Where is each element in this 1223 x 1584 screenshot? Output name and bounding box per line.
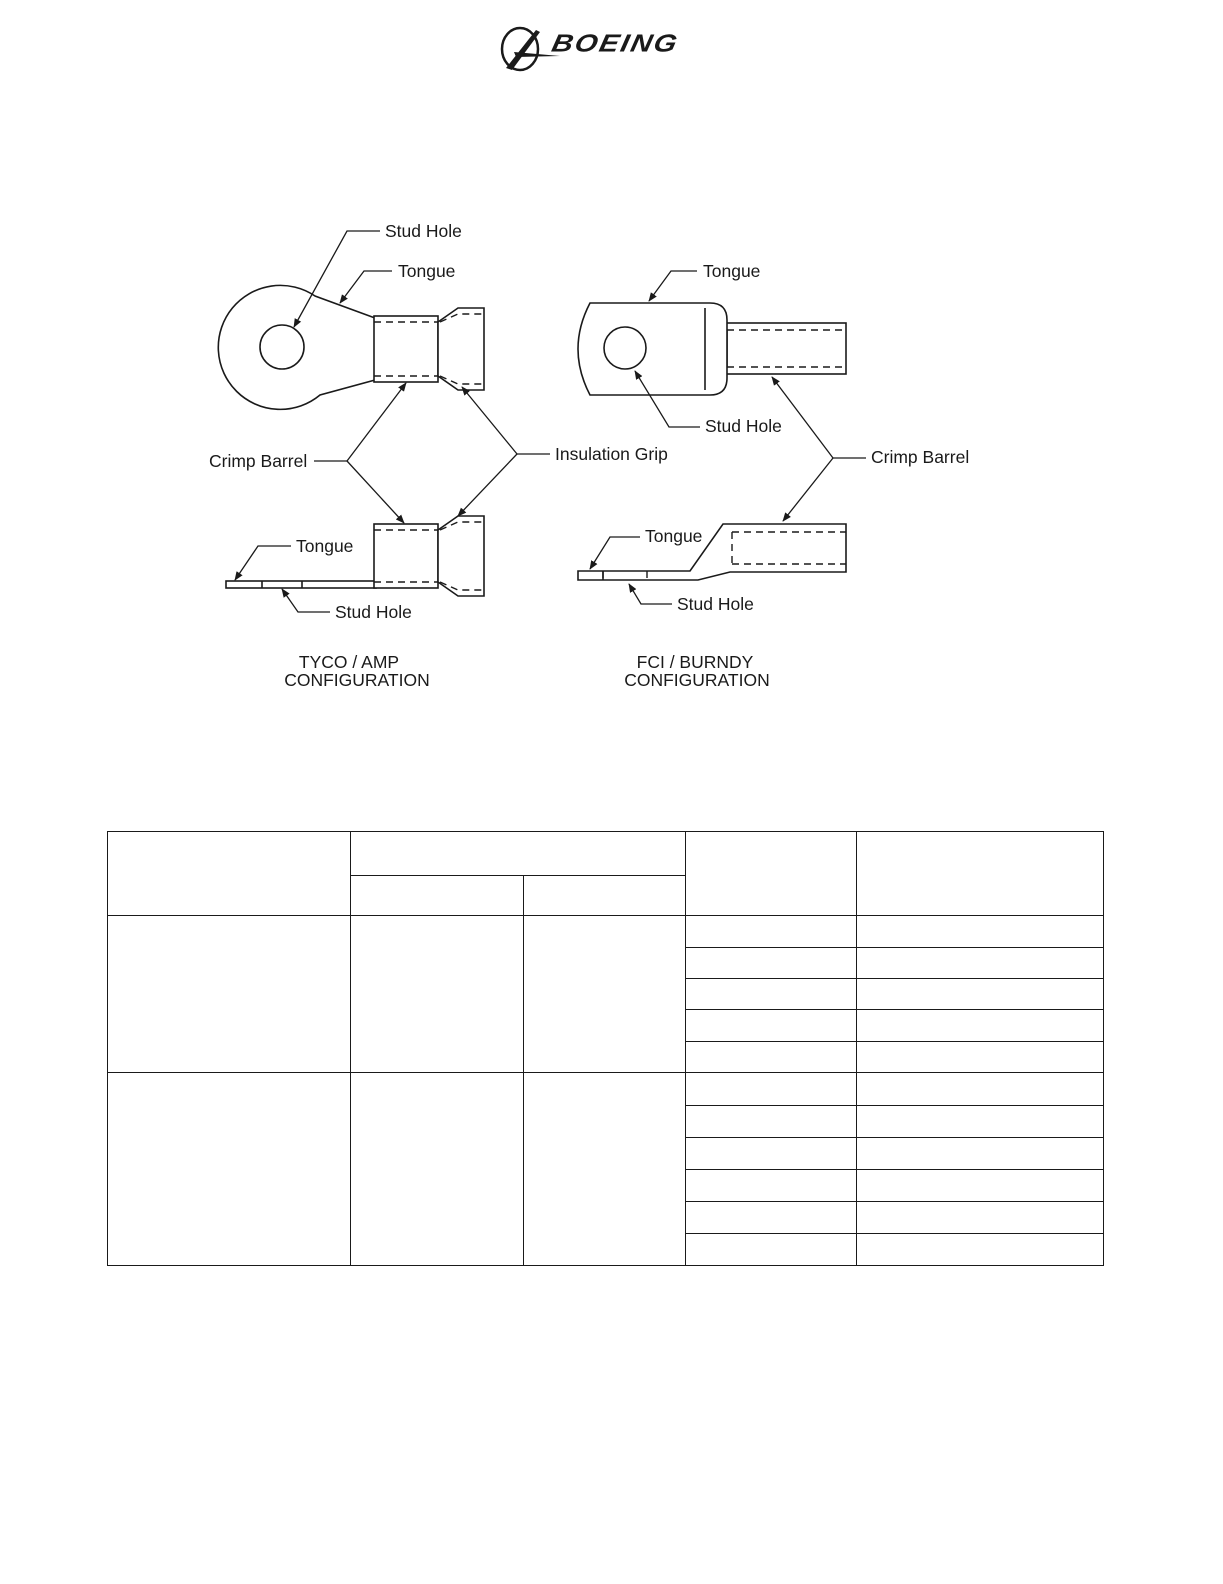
header-cell — [351, 832, 686, 876]
table-cell — [108, 916, 351, 1073]
tyco-tongue-label: Tongue — [398, 261, 456, 281]
tyco-lug-side-view — [226, 516, 484, 596]
tyco-tongue-side-label: Tongue — [296, 536, 354, 556]
fci-lug-top-view — [578, 303, 846, 395]
tyco-crimp-barrel-label: Crimp Barrel — [209, 451, 308, 471]
table-cell — [857, 1010, 1104, 1042]
tyco-insulation-grip-label: Insulation Grip — [555, 444, 668, 464]
table-cell — [686, 948, 857, 979]
fci-tongue-side-label: Tongue — [645, 526, 703, 546]
fci-crimp-barrel-label: Crimp Barrel — [871, 447, 970, 467]
tyco-lug-top-view — [218, 285, 484, 409]
table-cell — [857, 1169, 1104, 1201]
header-cell — [351, 876, 524, 916]
table-cell — [686, 916, 857, 948]
table-cell — [524, 1073, 686, 1266]
table-cell — [686, 1201, 857, 1233]
table-cell — [857, 948, 1104, 979]
table-cell — [351, 1073, 524, 1266]
table-cell — [108, 1073, 351, 1266]
table-cell — [686, 1010, 857, 1042]
header-cell — [686, 832, 857, 916]
fci-caption-line1: FCI / BURNDY — [636, 652, 754, 672]
fci-stud-hole-side-label: Stud Hole — [677, 594, 754, 614]
fci-stud-hole-label: Stud Hole — [705, 416, 782, 436]
table-cell — [686, 1233, 857, 1265]
table-cell — [857, 1201, 1104, 1233]
table-cell — [857, 1105, 1104, 1137]
table-cell — [686, 1137, 857, 1169]
header-cell — [108, 832, 351, 916]
fci-tongue-label: Tongue — [703, 261, 761, 281]
table-cell — [686, 1169, 857, 1201]
terminal-lug-figure — [0, 0, 1223, 720]
fci-lug-side-view — [578, 524, 846, 580]
table-cell — [686, 1042, 857, 1073]
tyco-caption-line1: TYCO / AMP — [298, 652, 400, 672]
header-cell — [857, 832, 1104, 916]
table-cell — [857, 1233, 1104, 1265]
tyco-caption-line2: CONFIGURATION — [284, 670, 430, 690]
tyco-stud-hole-side-label: Stud Hole — [335, 602, 412, 622]
fci-caption-line2: CONFIGURATION — [624, 670, 770, 690]
table-cell — [857, 1042, 1104, 1073]
header-cell — [524, 876, 686, 916]
table-cell — [524, 916, 686, 1073]
table-cell — [686, 979, 857, 1010]
terminal-spec-table — [107, 831, 1104, 1266]
table-cell — [686, 1073, 857, 1105]
table-cell — [686, 1105, 857, 1137]
tyco-stud-hole-label: Stud Hole — [385, 221, 462, 241]
table-cell — [857, 916, 1104, 948]
boeing-wordmark: BOEING — [549, 30, 682, 58]
table-cell — [857, 1137, 1104, 1169]
table-cell — [857, 979, 1104, 1010]
table-cell — [351, 916, 524, 1073]
table-cell — [857, 1073, 1104, 1105]
